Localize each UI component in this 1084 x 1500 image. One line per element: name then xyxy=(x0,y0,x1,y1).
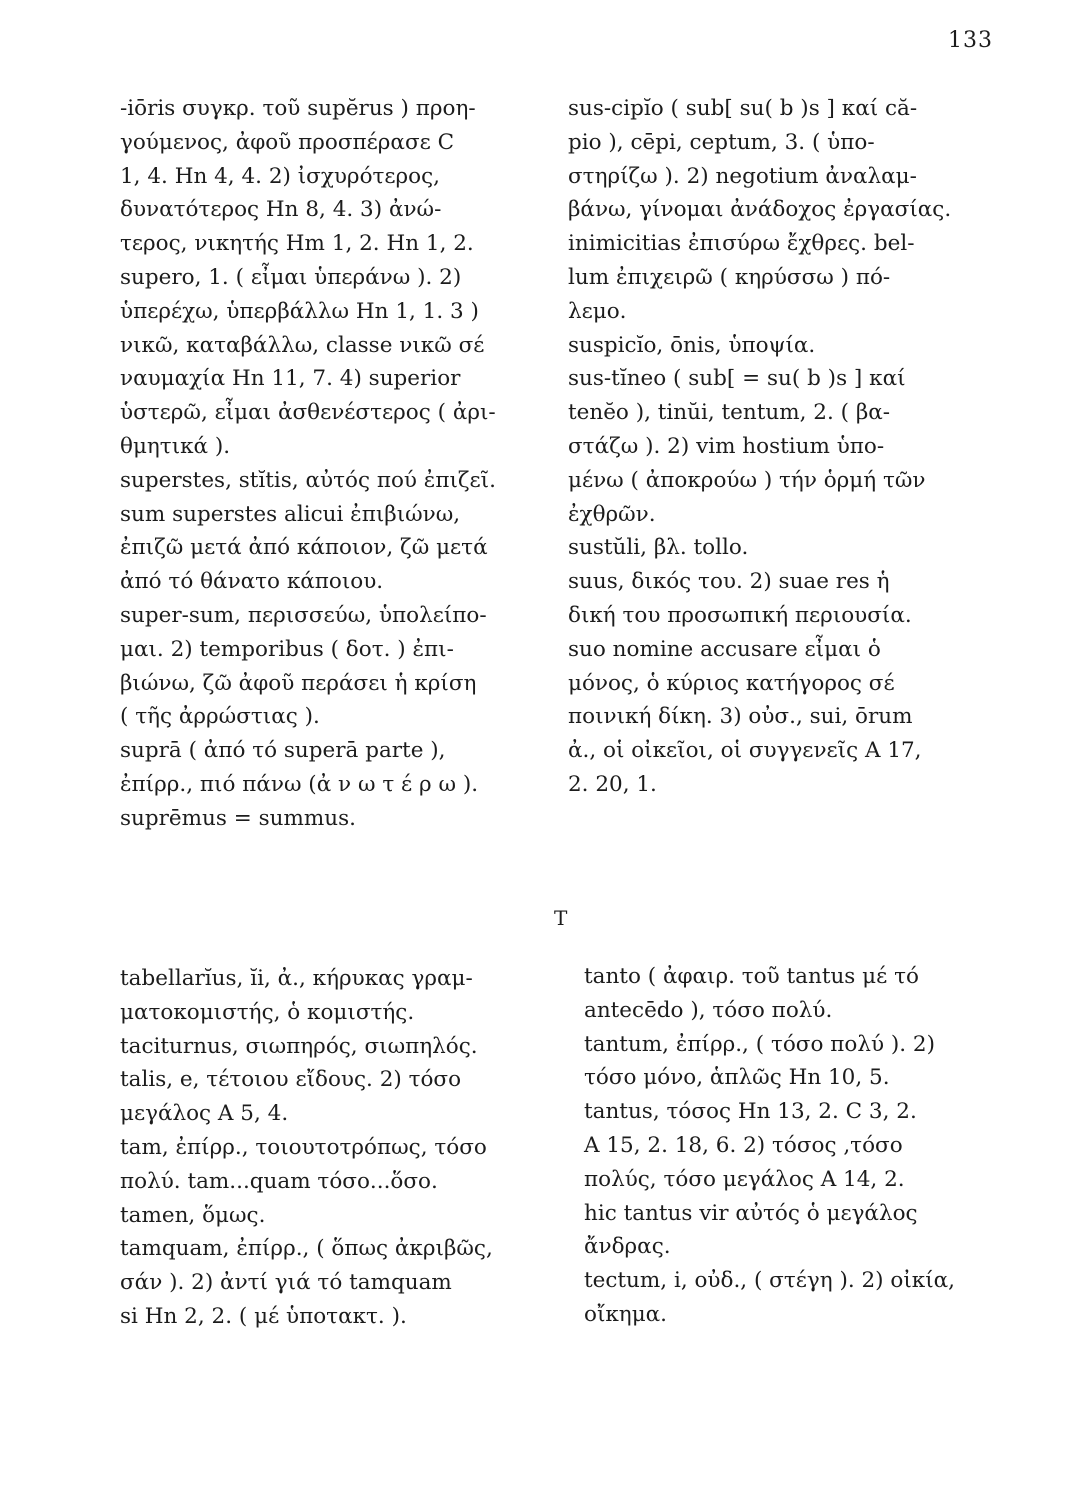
text-line: tabellarĭus, ĭi, ἀ., κήρυκας γραμ- xyxy=(120,966,473,991)
text-line: antecēdo ), τόσο πολύ. xyxy=(584,997,833,1023)
text-line: νικῶ, καταβάλλω, classe νικῶ σέ xyxy=(120,332,485,358)
text-line: 2. 20, 1. xyxy=(568,771,657,797)
right-column-top xyxy=(568,92,951,802)
text-line: suspicĭo, ōnis, ὑποψία. xyxy=(568,332,816,358)
text-line: δική του προσωπική περιουσία. xyxy=(568,602,912,628)
text-line: superstes, stĭtis, αὐτός πού ἐπιζεῖ. xyxy=(120,467,496,493)
text-line: lum ἐπιχειρῶ ( κηρύσσω ) πό- xyxy=(568,264,891,290)
text-line: οἴκημα. xyxy=(584,1301,668,1327)
text-line: τόσο μόνο, ἁπλῶς Hn 10, 5. xyxy=(584,1065,890,1091)
text-line: βιώνω, ζῶ ἀφοῦ περάσει ἡ κρίση xyxy=(120,670,477,696)
text-line: pio ), cēpi, ceptum, 3. ( ὑπο- xyxy=(568,129,875,155)
text-line: sus-tĭneo ( sub[ = su( b )s ] καί xyxy=(568,366,906,392)
text-line: ἐπίρρ., πιό πάνω (ἀ ν ω τ έ ρ ω ). xyxy=(120,771,479,797)
right-column-bottom xyxy=(584,960,955,1332)
text-line: A 15, 2. 18, 6. 2) τόσος ,τόσο xyxy=(584,1132,903,1158)
text-line: στάζω ). 2) vim hostium ὑπο- xyxy=(568,433,885,459)
text-line: si Hn 2, 2. ( μέ ὑποτακτ. ). xyxy=(120,1303,407,1329)
text-line: tantus, τόσος Hn 13, 2. C 3, 2. xyxy=(584,1099,917,1125)
text-line: tectum, i, οὐδ., ( στέγη ). 2) οἰκία, xyxy=(584,1268,956,1294)
text-line: tam, ἐπίρρ., τοιουτοτρόπως, τόσο xyxy=(120,1134,487,1160)
text-line: inimicitias ἐπισύρω ἔχθρες. bel- xyxy=(568,231,915,257)
text-line: μεγάλος A 5, 4. xyxy=(120,1101,289,1127)
text-line: sustŭli, βλ. tollo. xyxy=(568,535,749,561)
text-line: suus, δικός του. 2) suae res ἡ xyxy=(568,569,890,595)
text-line: ναυμαχία Hn 11, 7. 4) superior xyxy=(120,366,461,392)
text-line: tenĕo ), tinŭi, tentum, 2. ( βα- xyxy=(568,400,891,426)
text-line: τερος, νικητής Hm 1, 2. Hn 1, 2. xyxy=(120,231,474,257)
section-letter: T xyxy=(554,906,568,930)
text-line: ἄνδρας. xyxy=(584,1234,671,1260)
text-line: γούμενος, ἀφοῦ προσπέρασε C xyxy=(120,129,455,155)
text-line: supero, 1. ( εἶμαι ὑπεράνω ). 2) xyxy=(120,264,462,290)
text-line: ἐπιζῶ μετά ἀπό κάποιον, ζῶ μετά xyxy=(120,535,488,561)
left-column-top xyxy=(120,92,496,836)
text-line: ὑστερῶ, εἶμαι ἀσθενέστερος ( ἀρι- xyxy=(120,400,496,426)
text-line: hic tantus vir αὐτός ὁ μεγάλος xyxy=(584,1200,918,1226)
text-line: σάν ). 2) ἀντί γιά τό tamquam xyxy=(120,1270,452,1296)
text-line: πολύ. tam...quam τόσο...ὅσο. xyxy=(120,1168,438,1194)
text-line: στηρίζω ). 2) negotium ἀναλαμ- xyxy=(568,163,917,189)
text-line: taciturnus, σιωπηρός, σιωπηλός. xyxy=(120,1033,478,1059)
text-line: δυνατότερος Hn 8, 4. 3) ἀνώ- xyxy=(120,197,442,223)
text-line: -iōris συγκρ. τοῦ supĕrus ) προη- xyxy=(120,96,476,121)
left-column-bottom xyxy=(120,962,493,1334)
text-line: ματοκομιστής, ὁ κομιστής. xyxy=(120,999,415,1025)
text-line: ἀ., οἱ οἰκεῖοι, οἱ συγγενεῖς A 17, xyxy=(568,738,922,764)
text-line: suprēmus = summus. xyxy=(120,805,356,831)
text-line: βάνω, γίνομαι ἀνάδοχος ἐργασίας. xyxy=(568,197,952,223)
text-line: sum superstes alicui ἐπιβιώνω, xyxy=(120,501,461,527)
text-line: super-sum, περισσεύω, ὑπολείπο- xyxy=(120,602,487,628)
text-line: ἀπό τό θάνατο κάποιου. xyxy=(120,569,384,595)
text-line: tamquam, ἐπίρρ., ( ὅπως ἀκριβῶς, xyxy=(120,1236,493,1262)
text-line: 1, 4. Hn 4, 4. 2) ἰσχυρότερος, xyxy=(120,163,441,189)
text-line: suprā ( ἀπό τό superā parte ), xyxy=(120,738,446,764)
text-line: tantum, ἐπίρρ., ( τόσο πολύ ). 2) xyxy=(584,1031,935,1057)
text-line: tanto ( ἀφαιρ. τοῦ tantus μέ τό xyxy=(584,964,919,989)
text-line: μένω ( ἀποκρούω ) τήν ὁρμή τῶν xyxy=(568,467,926,493)
text-line: μόνος, ὁ κύριος κατήγορος σέ xyxy=(568,670,895,696)
text-line: ( τῆς ἀρρώστιας ). xyxy=(120,704,320,730)
text-line: ἐχθρῶν. xyxy=(568,501,656,527)
text-line: ὑπερέχω, ὑπερβάλλω Hn 1, 1. 3 ) xyxy=(120,298,479,324)
text-line: suo nomine accusare εἶμαι ὁ xyxy=(568,636,881,662)
text-line: talis, e, τέτοιου εἴδους. 2) τόσο xyxy=(120,1067,462,1093)
text-line: πολύς, τόσο μεγάλος A 14, 2. xyxy=(584,1166,905,1192)
text-line: λεμο. xyxy=(568,298,627,324)
page-number: 133 xyxy=(948,28,993,53)
text-line: tamen, ὅμως. xyxy=(120,1202,266,1228)
text-line: sus-cipĭo ( sub[ su( b )s ] καί că- xyxy=(568,96,918,121)
text-line: θμητικά ). xyxy=(120,433,231,459)
text-line: μαι. 2) temporibus ( δοτ. ) ἐπι- xyxy=(120,636,454,662)
text-line: ποινική δίκη. 3) οὐσ., sui, ōrum xyxy=(568,704,913,730)
